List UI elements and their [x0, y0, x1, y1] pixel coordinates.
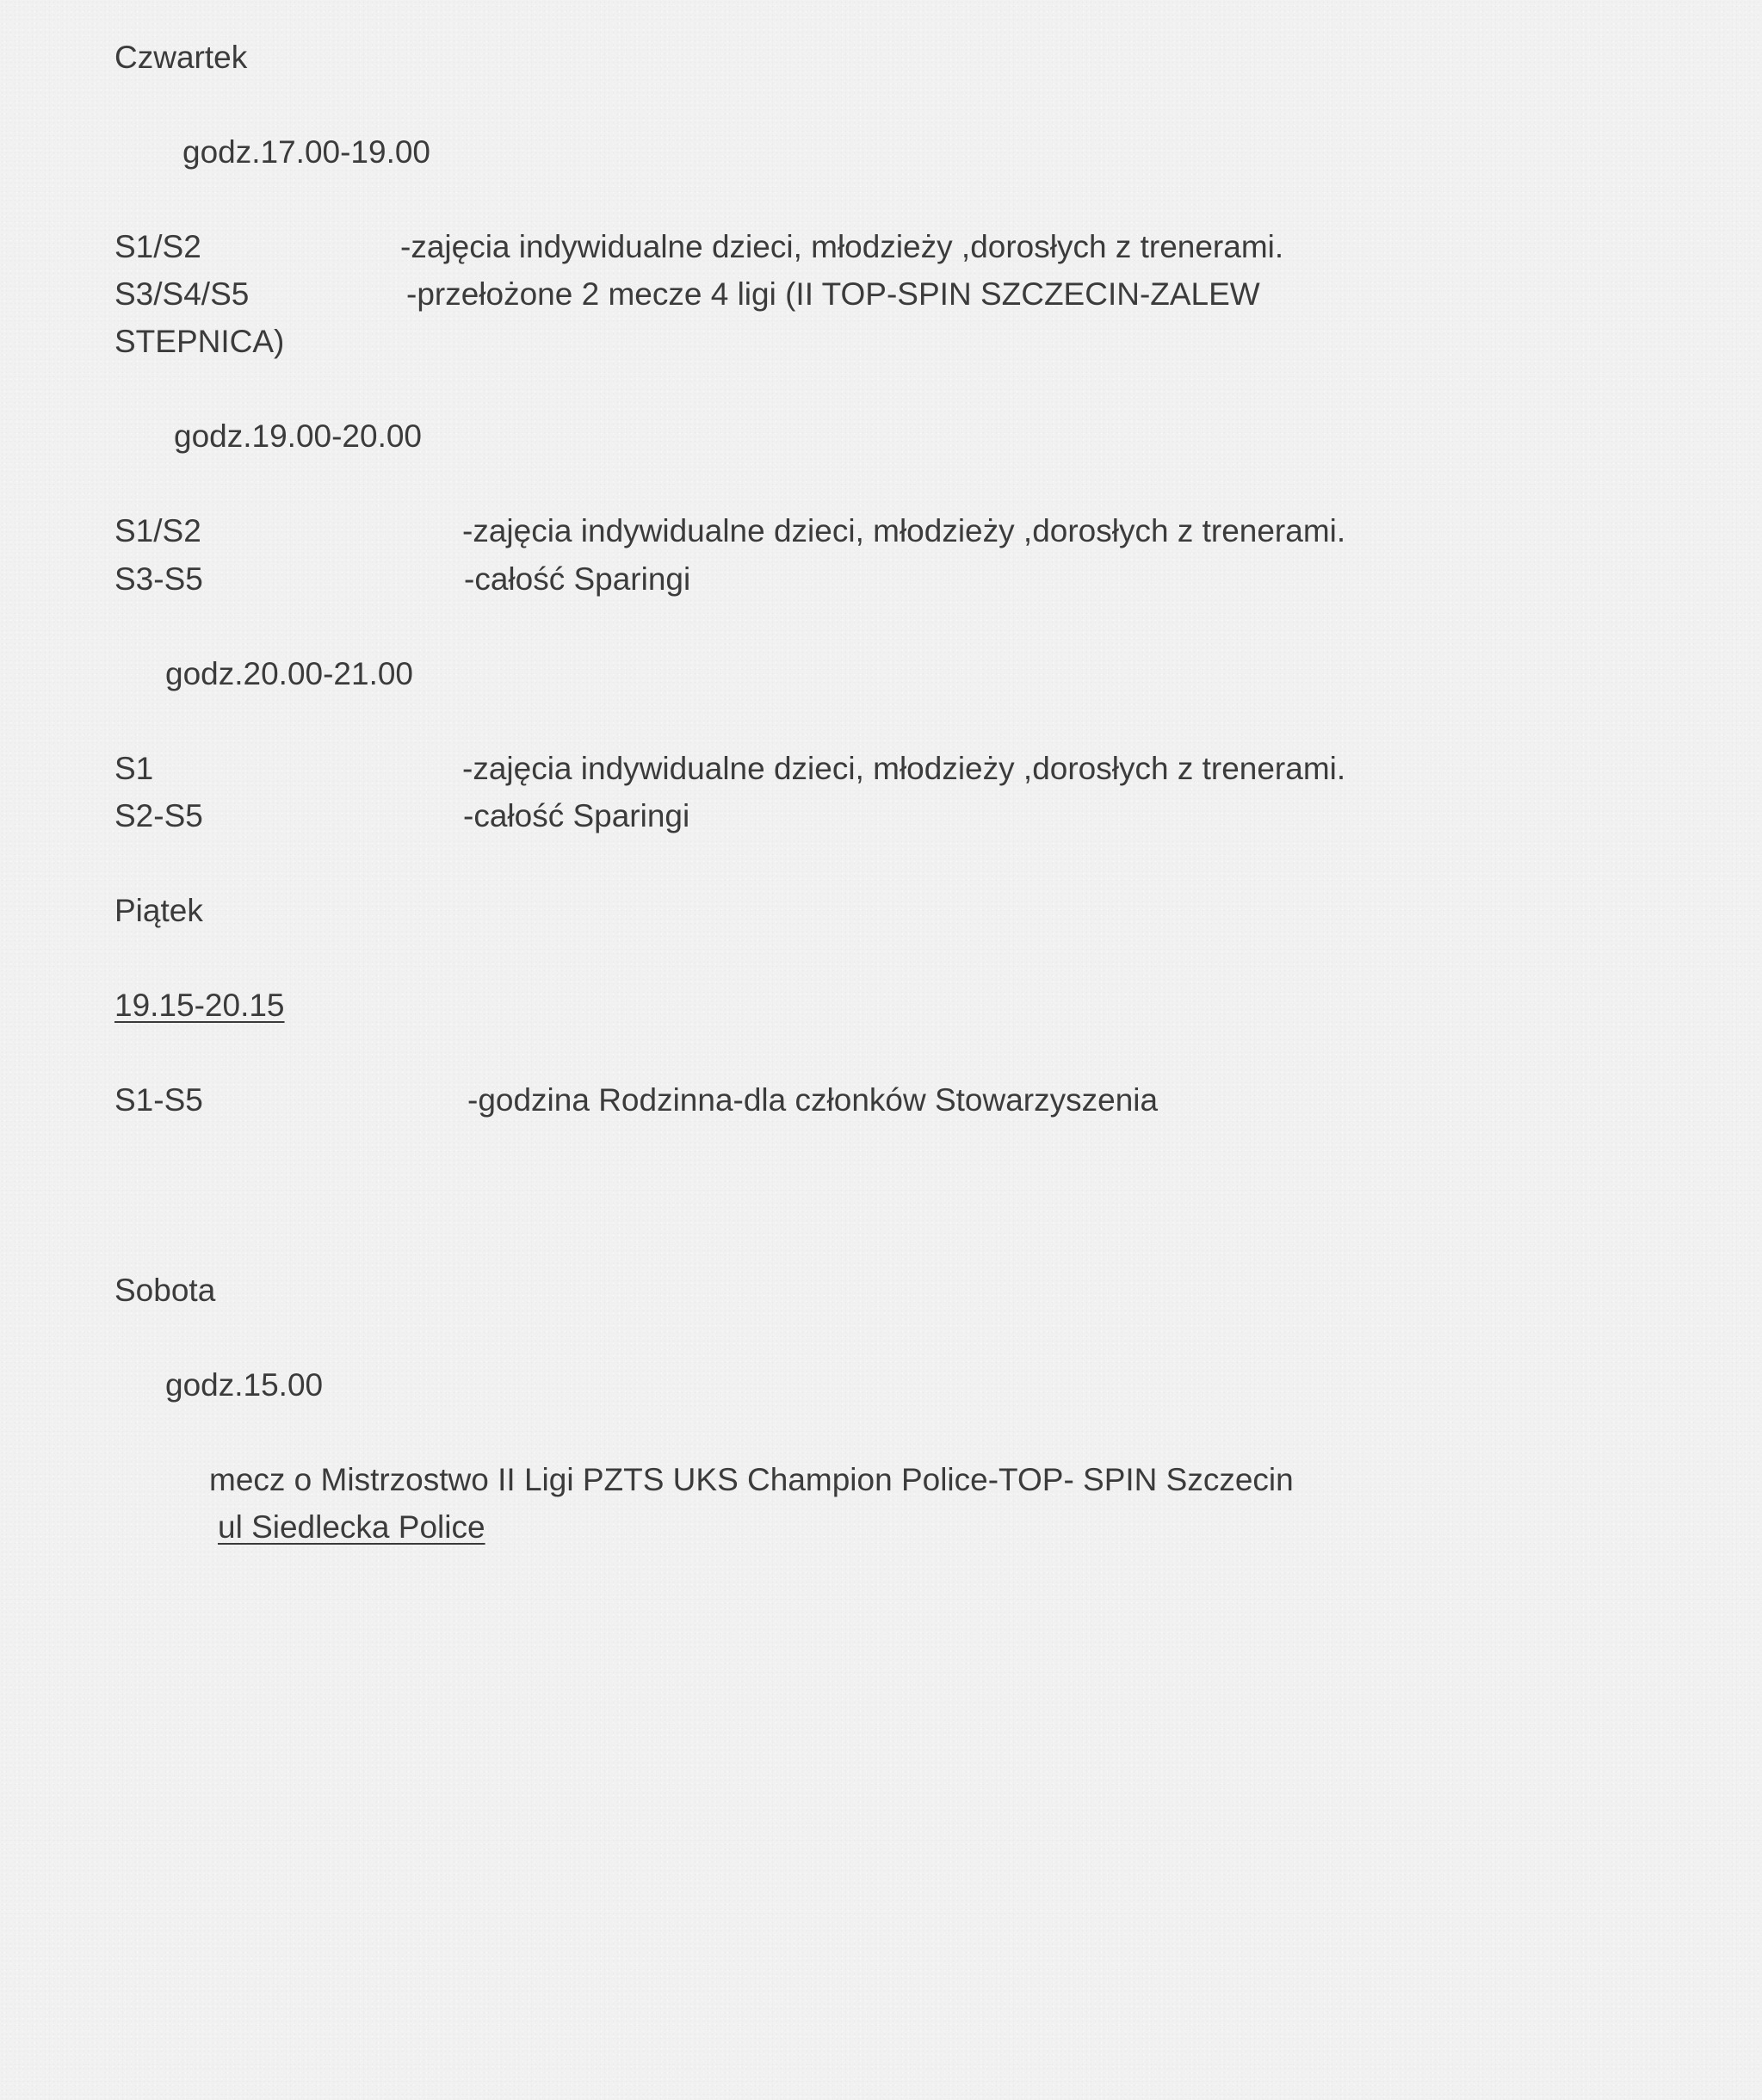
event-description: mecz o Mistrzostwo II Ligi PZTS UKS Champion Police-TOP- SPIN Szczecin [209, 1462, 1294, 1497]
address-link[interactable]: ul Siedlecka Police [218, 1509, 485, 1545]
activity-text: -przełożone 2 mecze 4 ligi (II TOP-SPIN SZCZECIN-ZALEW [406, 276, 1260, 312]
activity-text: -całość Sparingi [464, 561, 691, 597]
activity-text: -zajęcia indywidualne dzieci, młodzieży ,dorosłych z trenerami. [462, 513, 1346, 548]
time-slot-thursday-2: godz.19.00-20.00 [174, 418, 423, 454]
day-heading-saturday: Sobota [114, 1273, 216, 1308]
day-heading-friday: Piątek [114, 893, 203, 928]
activity-text-continuation: STEPNICA) [114, 324, 285, 359]
table-label: S1/S2 [114, 229, 201, 264]
table-label: S1/S2 [114, 513, 201, 548]
time-slot-thursday-1: godz.17.00-19.00 [182, 134, 431, 170]
activity-text: -godzina Rodzinna-dla członków Stowarzyszenia [467, 1082, 1159, 1118]
table-label: S3/S4/S5 [114, 276, 250, 312]
table-label: S1-S5 [114, 1082, 203, 1118]
table-label: S2-S5 [114, 798, 203, 833]
table-label: S3-S5 [114, 561, 203, 597]
activity-text: -zajęcia indywidualne dzieci, młodzieży ,dorosłych z trenerami. [462, 751, 1346, 786]
time-slot-saturday: godz.15.00 [165, 1367, 324, 1403]
time-link-friday[interactable]: 19.15-20.15 [114, 988, 285, 1023]
activity-text: -zajęcia indywidualne dzieci, młodzieży ,dorosłych z trenerami. [400, 229, 1284, 264]
table-label: S1 [114, 751, 154, 786]
activity-text: -całość Sparingi [463, 798, 690, 833]
time-slot-thursday-3: godz.20.00-21.00 [165, 656, 414, 691]
day-heading-thursday: Czwartek [114, 40, 248, 75]
